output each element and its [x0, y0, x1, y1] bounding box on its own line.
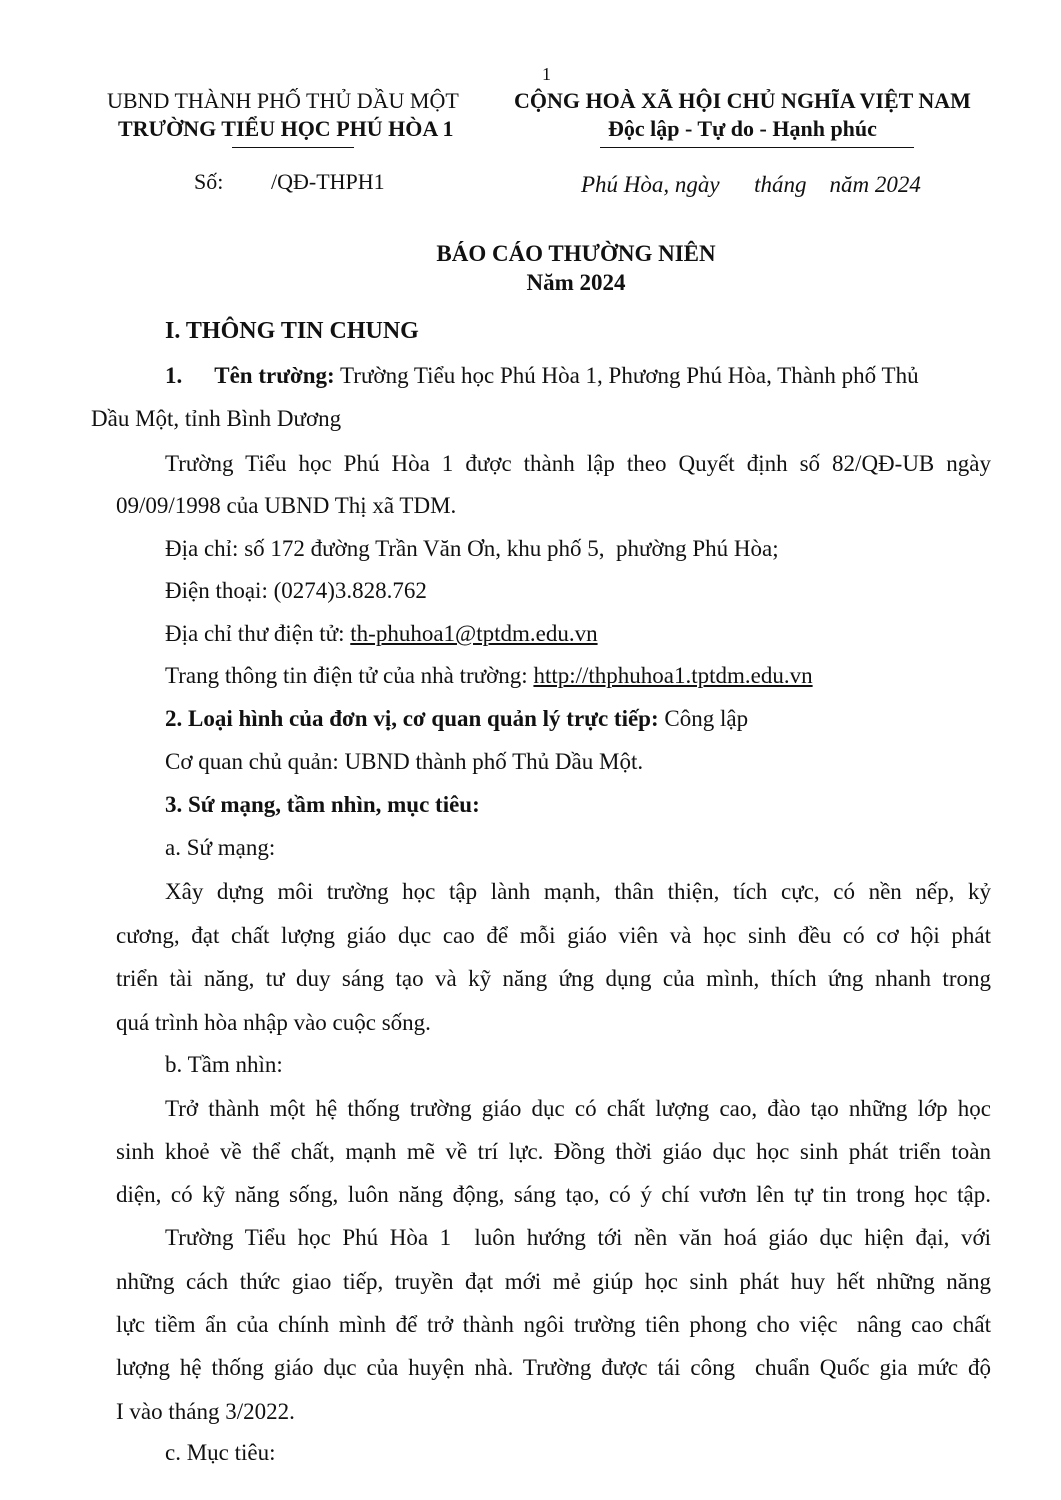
culture-line: I vào tháng 3/2022. — [116, 1399, 295, 1424]
header-right-underline — [600, 147, 914, 148]
culture-line: lượng hệ thống giáo dục của huyện nhà. Trường được tái công chuẩn Quốc gia mức độ — [116, 1355, 991, 1380]
goal-label: c. Mục tiêu: — [165, 1440, 276, 1465]
unit-type-label: 2. Loại hình của đơn vị, cơ quan quản lý trực tiếp: — [165, 706, 659, 731]
document-number-label: Số: — [194, 169, 224, 194]
issuing-authority: UBND THÀNH PHỐ THỦ DẦU MỘT — [107, 88, 459, 113]
section-heading: I. THÔNG TIN CHUNG — [165, 318, 419, 344]
report-title: BÁO CÁO THƯỜNG NIÊN — [436, 241, 716, 266]
mission-line: triển tài năng, tư duy sáng tạo và kỹ năng ứng dụng của mình, thích ứng nhanh trong — [116, 966, 991, 991]
mission-vision-heading: 3. Sứ mạng, tầm nhìn, mục tiêu: — [165, 792, 480, 817]
governing-body: Cơ quan chủ quản: UBND thành phố Thủ Dầu Một. — [165, 749, 644, 774]
culture-line: lực tiềm ẩn của chính mình để trở thành ngôi trường tiên phong cho việc nâng cao chất — [116, 1312, 991, 1337]
national-motto: Độc lập - Tự do - Hạnh phúc — [608, 116, 877, 141]
founding-line: Trường Tiểu học Phú Hòa 1 được thành lập theo Quyết định số 82/QĐ-UB ngày — [165, 451, 991, 476]
report-year: Năm 2024 — [526, 270, 626, 295]
page-number: 1 — [542, 64, 551, 84]
mission-label: a. Sứ mạng: — [165, 835, 276, 860]
mission-line: quá trình hòa nhập vào cuộc sống. — [116, 1010, 431, 1035]
school-name-label: Tên trường: — [214, 363, 335, 388]
item-number: 1. — [165, 363, 183, 388]
unit-type-value: Công lập — [658, 706, 749, 731]
school-name-value-cont: Dầu Một, tỉnh Bình Dương — [91, 406, 342, 431]
school-website-row — [165, 663, 813, 689]
culture-line: những cách thức giao tiếp, truyền đạt mới mẻ giúp học sinh phát huy hết những năng — [116, 1269, 991, 1294]
unit-type-row — [165, 706, 748, 732]
website-link[interactable]: http://thphuhoa1.tptdm.edu.vn — [533, 663, 813, 688]
email-label: Địa chỉ thư điện tử: — [165, 621, 351, 646]
school-email-row — [165, 621, 598, 647]
school-address: Địa chỉ: số 172 đường Trần Văn Ơn, khu phố 5, phường Phú Hòa; — [165, 536, 779, 561]
document-number-code: /QĐ-THPH1 — [271, 169, 385, 194]
vision-line: diện, có kỹ năng sống, luôn năng động, sáng tạo, có ý chí vươn lên tự tin trong học tập. — [116, 1182, 991, 1207]
school-name-value: Trường Tiểu học Phú Hòa 1, Phương Phú Hòa, Thành phố Thủ — [334, 363, 919, 388]
founding-line-cont: 09/09/1998 của UBND Thị xã TDM. — [116, 493, 457, 518]
vision-line: sinh khoẻ về thể chất, mạnh mẽ về trí lực. Đồng thời giáo dục học sinh phát triển toàn — [116, 1139, 991, 1164]
document-date: Phú Hòa, ngày tháng năm 2024 — [581, 172, 921, 197]
mission-line: cương, đạt chất lượng giáo dục cao để mỗi giáo viên và học sinh đều có cơ hội phát — [116, 923, 991, 948]
vision-line: Trở thành một hệ thống trường giáo dục có chất lượng cao, đào tạo những lớp học — [165, 1096, 991, 1121]
vision-label: b. Tầm nhìn: — [165, 1052, 283, 1077]
school-name-item — [165, 363, 919, 389]
website-label: Trang thông tin điện tử của nhà trường: — [165, 663, 534, 688]
national-title: CỘNG HOÀ XÃ HỘI CHỦ NGHĨA VIỆT NAM — [514, 88, 971, 113]
header-left-underline — [232, 147, 354, 148]
school-name-header: TRƯỜNG TIỂU HỌC PHÚ HÒA 1 — [118, 116, 454, 141]
culture-line: Trường Tiểu học Phú Hòa 1 luôn hướng tới nền văn hoá giáo dục hiện đại, với — [165, 1225, 991, 1250]
mission-line: Xây dựng môi trường học tập lành mạnh, thân thiện, tích cực, có nền nếp, kỷ — [165, 879, 991, 904]
email-link[interactable]: th-phuhoa1@tptdm.edu.vn — [350, 621, 598, 646]
school-phone: Điện thoại: (0274)3.828.762 — [165, 578, 427, 603]
